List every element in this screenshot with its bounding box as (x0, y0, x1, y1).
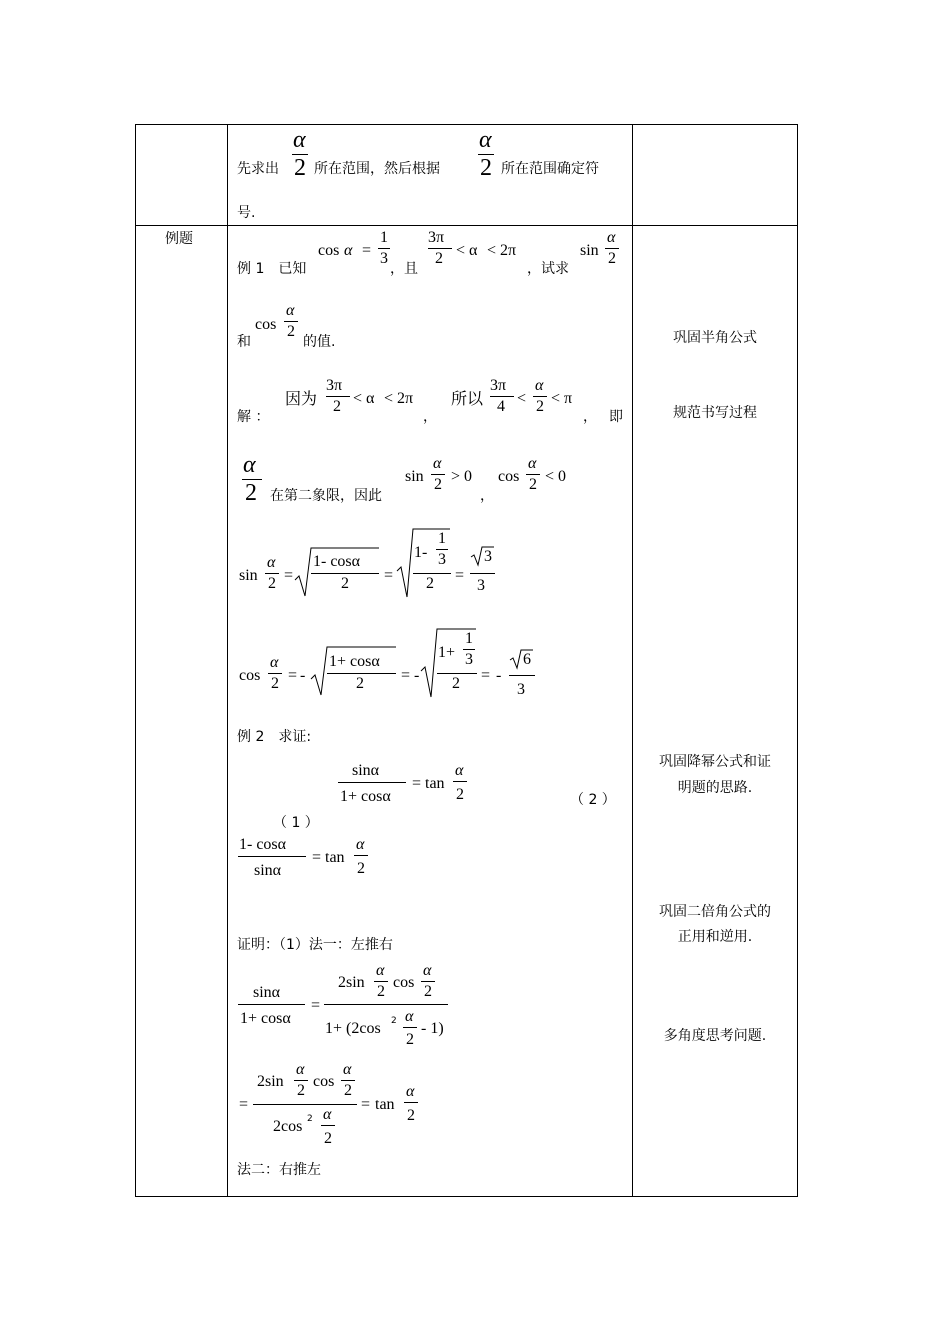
three-pi-num: 3π (428, 229, 445, 246)
frac-line (437, 673, 477, 674)
alpha-num: α (406, 1083, 415, 1100)
frac-line (311, 573, 379, 574)
alpha-num: α (423, 962, 432, 979)
frac-line (463, 649, 475, 650)
equals: = (481, 667, 491, 684)
gt-zero: > 0 (451, 468, 473, 485)
two-den: 2 (324, 1130, 332, 1147)
equals: = (362, 242, 372, 259)
note-power-reduction-a: 巩固降幂公式和证 (659, 754, 771, 770)
frac-line (327, 673, 396, 674)
comma: ， (480, 488, 494, 504)
frac-line (436, 549, 448, 550)
note-double-angle-b: 正用和逆用. (677, 929, 753, 945)
frac-line (526, 474, 540, 475)
table-border-right (797, 124, 798, 1197)
sin-text: sin (239, 567, 258, 584)
sqrt-six: 6 (523, 651, 531, 668)
table-col-divider-1 (227, 124, 228, 1197)
alpha-num: α (607, 229, 616, 246)
because-text: 因为 (285, 389, 318, 408)
table-border-left (135, 124, 136, 1197)
equals: = (361, 1096, 371, 1113)
frac-line (403, 1027, 417, 1028)
two-den: 2 (297, 1082, 305, 1099)
frac-line (421, 981, 435, 982)
alpha-over-2-den-b: 2 (480, 155, 492, 181)
proof-label: 证明：（1）法一：左推右 (237, 937, 393, 953)
sin-alpha-den: sinα (254, 862, 282, 879)
row1-text-tail: 号. (237, 205, 256, 221)
tan-text: tan (375, 1096, 395, 1113)
table-border-bottom (135, 1196, 798, 1197)
two-den: 2 (357, 860, 365, 877)
row-label-examples: 例题 (165, 231, 193, 247)
lt-two-pi: < 2π (384, 390, 414, 407)
three-pi-num: 3π (490, 377, 507, 394)
row1-text-suffix: 所在范围确定符 (501, 161, 599, 177)
three-pi-den: 2 (333, 398, 341, 415)
solution-label: 解 ： (237, 409, 270, 425)
alpha-num: α (405, 1008, 414, 1025)
two-sin: 2sin (338, 974, 365, 991)
alpha-num: α (376, 962, 385, 979)
four-den: 4 (497, 398, 505, 415)
alpha-num: α (267, 554, 276, 571)
lt-alpha: < α (456, 242, 478, 259)
tan-text: tan (425, 775, 445, 792)
three-den: 3 (517, 681, 525, 698)
one-third-den: 3 (380, 250, 388, 267)
equals: = (239, 1096, 249, 1113)
equals: = (401, 667, 411, 684)
three-pi-num: 3π (326, 377, 343, 394)
frac-line (253, 1104, 357, 1105)
frac-line (324, 1004, 448, 1005)
frac-line (490, 396, 514, 397)
alpha-num: α (286, 302, 295, 319)
sin-text: sin (580, 242, 599, 259)
lt-zero: < 0 (545, 468, 567, 485)
two-den: 2 (341, 575, 349, 592)
frac-line (453, 781, 467, 782)
frac-line (374, 981, 388, 982)
sin-alpha-num: sinα (352, 762, 380, 779)
frac-line (470, 573, 495, 574)
sqrt-three: 3 (484, 548, 492, 565)
frac-line (326, 396, 350, 397)
sin-alpha-num: sinα (253, 984, 281, 1001)
two-den: 2 (426, 575, 434, 592)
frac-line (338, 782, 406, 783)
squared: 2 (307, 1114, 313, 1124)
equals: = (384, 567, 394, 584)
one-num: 1 (438, 530, 446, 547)
two-den: 2 (452, 675, 460, 692)
two-den: 2 (608, 250, 616, 267)
frac-line (294, 1080, 308, 1081)
alpha-over-2-num-a: α (293, 127, 306, 153)
note-writing: 规范书写过程 (673, 405, 757, 421)
two-den: 2 (406, 1031, 414, 1048)
frac-line (413, 573, 451, 574)
alpha-over-2-den-a: 2 (294, 155, 306, 181)
two-den: 2 (271, 675, 279, 692)
lt-two-pi: < 2π (487, 242, 517, 259)
one-minus: 1- (414, 544, 428, 561)
table-border-mid (135, 225, 798, 226)
equals: = (455, 567, 465, 584)
alpha-num: α (433, 455, 442, 472)
alpha-num: α (356, 836, 365, 853)
one-minus-cos-alpha: 1- cosα (313, 553, 361, 570)
sin-text: sin (405, 468, 424, 485)
two-den: 2 (407, 1107, 415, 1124)
method2-label: 法二：右推左 (237, 1162, 321, 1178)
equation-tag-1: （ 1 ） (273, 815, 319, 831)
example2-label: 例 2 求证: (237, 729, 312, 745)
minus: - (496, 667, 502, 684)
cos-text: cos (318, 242, 340, 259)
squared: 2 (391, 1016, 397, 1026)
frac-line (605, 248, 619, 249)
two-den: 2 (377, 983, 385, 1000)
frac-line (431, 474, 445, 475)
denom-part-b: - 1) (421, 1020, 444, 1037)
one-minus-cos-alpha: 1- cosα (239, 836, 287, 853)
frac-line (321, 1125, 335, 1126)
quadrant-text: 在第二象限，因此 (270, 488, 382, 504)
note-multi-angle: 多角度思考问题. (663, 1028, 767, 1044)
one-plus: 1+ (438, 644, 456, 661)
note-power-reduction-b: 明题的思路. (677, 780, 753, 796)
cos-text: cos (498, 468, 520, 485)
frac-line (284, 321, 298, 322)
lt: < (517, 390, 527, 407)
frac-line (265, 573, 279, 574)
one-num: 1 (465, 630, 473, 647)
ex1-and: 和 (237, 334, 251, 350)
one-plus-cos-alpha: 1+ cosα (240, 1010, 291, 1027)
cos-text: cos (239, 667, 261, 684)
alpha-num: α (323, 1106, 332, 1123)
frac-line (354, 855, 368, 856)
frac-line (378, 248, 390, 249)
alpha-num: α (270, 654, 279, 671)
note-double-angle-a: 巩固二倍角公式的 (659, 904, 771, 920)
tan-text: tan (325, 849, 345, 866)
equals: = (288, 667, 298, 684)
three-den: 3 (477, 577, 485, 594)
two-big-den: 2 (245, 480, 257, 506)
two-den: 2 (536, 398, 544, 415)
three-den: 3 (465, 651, 473, 668)
equals: = (312, 849, 322, 866)
frac-line (428, 248, 452, 249)
alpha-num: α (296, 1061, 305, 1078)
minus: - (414, 667, 420, 684)
two-den: 2 (287, 323, 295, 340)
lt-alpha: < α (353, 390, 375, 407)
row1-text-prefix: 先求出 (237, 161, 279, 177)
equation-tag-2: （ 2 ） (570, 792, 616, 808)
frac-line (341, 1080, 355, 1081)
frac-line (533, 396, 547, 397)
two-sin: 2sin (257, 1073, 284, 1090)
ex1-and-text: ，且 (390, 261, 418, 277)
so-text: 所以 (451, 389, 484, 408)
one-plus-cos-alpha: 1+ cosα (340, 788, 391, 805)
row1-text-middle: 所在范围，然后根据 (314, 161, 440, 177)
cos-text: cos (393, 974, 415, 991)
alpha-num: α (343, 1061, 352, 1078)
two-den: 2 (268, 575, 276, 592)
minus: - (300, 667, 306, 684)
two-den: 2 (456, 786, 464, 803)
frac-line (509, 675, 535, 676)
two-cos: 2cos (273, 1118, 303, 1135)
cos-text: cos (313, 1073, 335, 1090)
lt-pi: < π (551, 390, 573, 407)
one-third-num: 1 (380, 229, 388, 246)
alpha-num: α (535, 377, 544, 394)
three-den: 3 (438, 551, 446, 568)
example1-label: 例 1 已知 (237, 261, 307, 277)
equals: = (311, 997, 321, 1014)
frac-line (238, 856, 306, 857)
two-den: 2 (424, 983, 432, 1000)
frac-line (238, 1004, 305, 1005)
two-den: 2 (344, 1082, 352, 1099)
table-border-top (135, 124, 798, 125)
ji-text: 即 (609, 409, 623, 425)
alpha-num: α (528, 455, 537, 472)
comma: ， (583, 409, 597, 425)
note-half-angle: 巩固半角公式 (673, 330, 757, 346)
three-pi-den: 2 (435, 250, 443, 267)
ex1-ask: ，试求 (527, 261, 569, 277)
alpha: α (344, 242, 353, 259)
equals: = (284, 567, 294, 584)
frac-line (404, 1102, 418, 1103)
two-den: 2 (356, 675, 364, 692)
ex1-value-text: 的值. (303, 334, 336, 350)
frac-line (268, 673, 282, 674)
comma: ， (423, 409, 437, 425)
two-den: 2 (529, 476, 537, 493)
alpha-over-2-num-b: α (479, 127, 492, 153)
alpha-big-num: α (243, 452, 256, 478)
equals: = (412, 775, 422, 792)
denom-part-a: 1+ (2cos (325, 1020, 381, 1037)
alpha-num: α (455, 762, 464, 779)
two-den: 2 (434, 476, 442, 493)
cos-text: cos (255, 316, 277, 333)
one-plus-cos-alpha: 1+ cosα (329, 653, 380, 670)
